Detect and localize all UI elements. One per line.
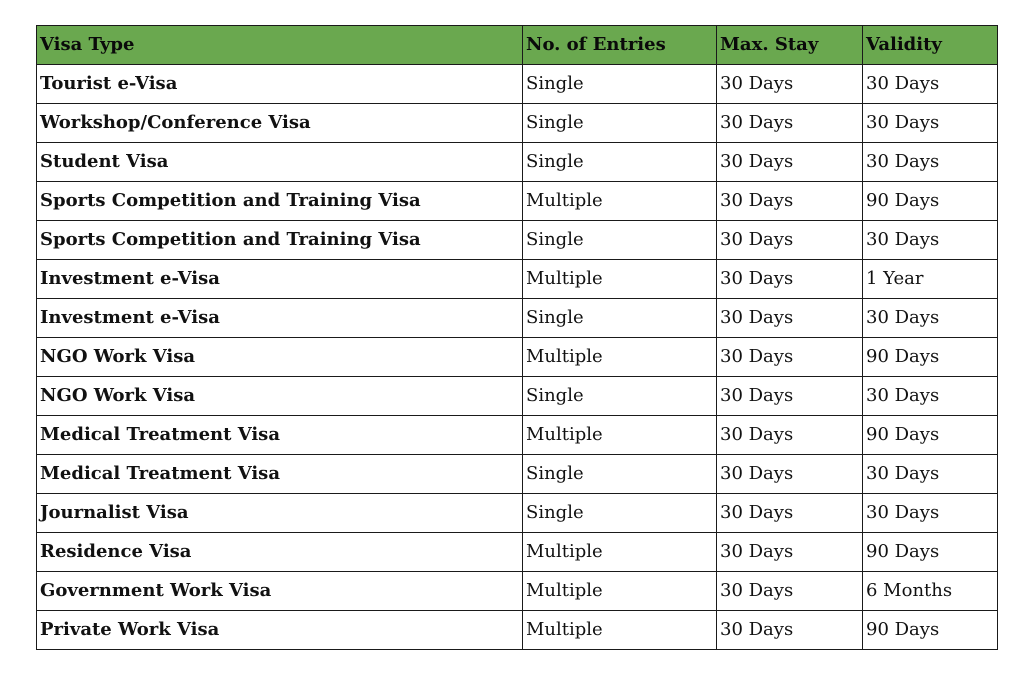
table-header bbox=[37, 26, 998, 65]
entries-cell: Single bbox=[523, 377, 717, 416]
table-row bbox=[37, 260, 998, 299]
visa-type-cell: Government Work Visa bbox=[37, 572, 523, 611]
entries-cell: Single bbox=[523, 65, 717, 104]
visa-type-cell: NGO Work Visa bbox=[37, 338, 523, 377]
max-stay-cell: 30 Days bbox=[717, 377, 863, 416]
validity-cell: 30 Days bbox=[863, 104, 998, 143]
entries-cell: Multiple bbox=[523, 533, 717, 572]
max-stay-cell: 30 Days bbox=[717, 455, 863, 494]
table-row bbox=[37, 572, 998, 611]
entries-cell: Single bbox=[523, 104, 717, 143]
table-row bbox=[37, 65, 998, 104]
visa-type-cell: Investment e-Visa bbox=[37, 260, 523, 299]
entries-cell: Single bbox=[523, 494, 717, 533]
table-row bbox=[37, 299, 998, 338]
validity-cell: 30 Days bbox=[863, 221, 998, 260]
max-stay-cell: 30 Days bbox=[717, 260, 863, 299]
visa-type-cell: Journalist Visa bbox=[37, 494, 523, 533]
entries-cell: Multiple bbox=[523, 416, 717, 455]
validity-cell: 30 Days bbox=[863, 377, 998, 416]
entries-cell: Single bbox=[523, 299, 717, 338]
validity-cell: 30 Days bbox=[863, 455, 998, 494]
max-stay-cell: 30 Days bbox=[717, 104, 863, 143]
validity-cell: 90 Days bbox=[863, 338, 998, 377]
max-stay-cell: 30 Days bbox=[717, 494, 863, 533]
validity-cell: 30 Days bbox=[863, 494, 998, 533]
entries-cell: Multiple bbox=[523, 260, 717, 299]
validity-cell: 1 Year bbox=[863, 260, 998, 299]
visa-type-cell: Private Work Visa bbox=[37, 611, 523, 650]
visa-type-cell: Student Visa bbox=[37, 143, 523, 182]
entries-cell: Single bbox=[523, 455, 717, 494]
validity-cell: 90 Days bbox=[863, 416, 998, 455]
table-row bbox=[37, 143, 998, 182]
visa-type-cell: Medical Treatment Visa bbox=[37, 416, 523, 455]
validity-cell: 30 Days bbox=[863, 299, 998, 338]
validity-cell: 90 Days bbox=[863, 533, 998, 572]
max-stay-cell: 30 Days bbox=[717, 416, 863, 455]
table-row bbox=[37, 455, 998, 494]
visa-type-cell: Workshop/Conference Visa bbox=[37, 104, 523, 143]
table-row bbox=[37, 104, 998, 143]
header-validity: Validity bbox=[863, 26, 998, 65]
validity-cell: 30 Days bbox=[863, 143, 998, 182]
visa-type-cell: NGO Work Visa bbox=[37, 377, 523, 416]
validity-cell: 90 Days bbox=[863, 611, 998, 650]
table-body bbox=[37, 65, 998, 650]
table-row bbox=[37, 611, 998, 650]
entries-cell: Single bbox=[523, 143, 717, 182]
entries-cell: Multiple bbox=[523, 182, 717, 221]
table-row bbox=[37, 338, 998, 377]
max-stay-cell: 30 Days bbox=[717, 182, 863, 221]
visa-type-cell: Medical Treatment Visa bbox=[37, 455, 523, 494]
visa-type-cell: Tourist e-Visa bbox=[37, 65, 523, 104]
entries-cell: Multiple bbox=[523, 572, 717, 611]
header-row bbox=[37, 26, 998, 65]
visa-type-cell: Sports Competition and Training Visa bbox=[37, 221, 523, 260]
max-stay-cell: 30 Days bbox=[717, 572, 863, 611]
visa-type-cell: Sports Competition and Training Visa bbox=[37, 182, 523, 221]
header-entries: No. of Entries bbox=[523, 26, 717, 65]
table-row bbox=[37, 221, 998, 260]
validity-cell: 30 Days bbox=[863, 65, 998, 104]
table-row bbox=[37, 416, 998, 455]
validity-cell: 6 Months bbox=[863, 572, 998, 611]
max-stay-cell: 30 Days bbox=[717, 221, 863, 260]
entries-cell: Multiple bbox=[523, 338, 717, 377]
table-row bbox=[37, 377, 998, 416]
max-stay-cell: 30 Days bbox=[717, 611, 863, 650]
table-row bbox=[37, 494, 998, 533]
max-stay-cell: 30 Days bbox=[717, 533, 863, 572]
visa-type-cell: Residence Visa bbox=[37, 533, 523, 572]
max-stay-cell: 30 Days bbox=[717, 299, 863, 338]
table-row bbox=[37, 533, 998, 572]
visa-table bbox=[36, 25, 998, 650]
max-stay-cell: 30 Days bbox=[717, 338, 863, 377]
max-stay-cell: 30 Days bbox=[717, 65, 863, 104]
header-max-stay: Max. Stay bbox=[717, 26, 863, 65]
validity-cell: 90 Days bbox=[863, 182, 998, 221]
entries-cell: Multiple bbox=[523, 611, 717, 650]
table-row bbox=[37, 182, 998, 221]
visa-type-cell: Investment e-Visa bbox=[37, 299, 523, 338]
entries-cell: Single bbox=[523, 221, 717, 260]
header-visa-type: Visa Type bbox=[37, 26, 523, 65]
max-stay-cell: 30 Days bbox=[717, 143, 863, 182]
